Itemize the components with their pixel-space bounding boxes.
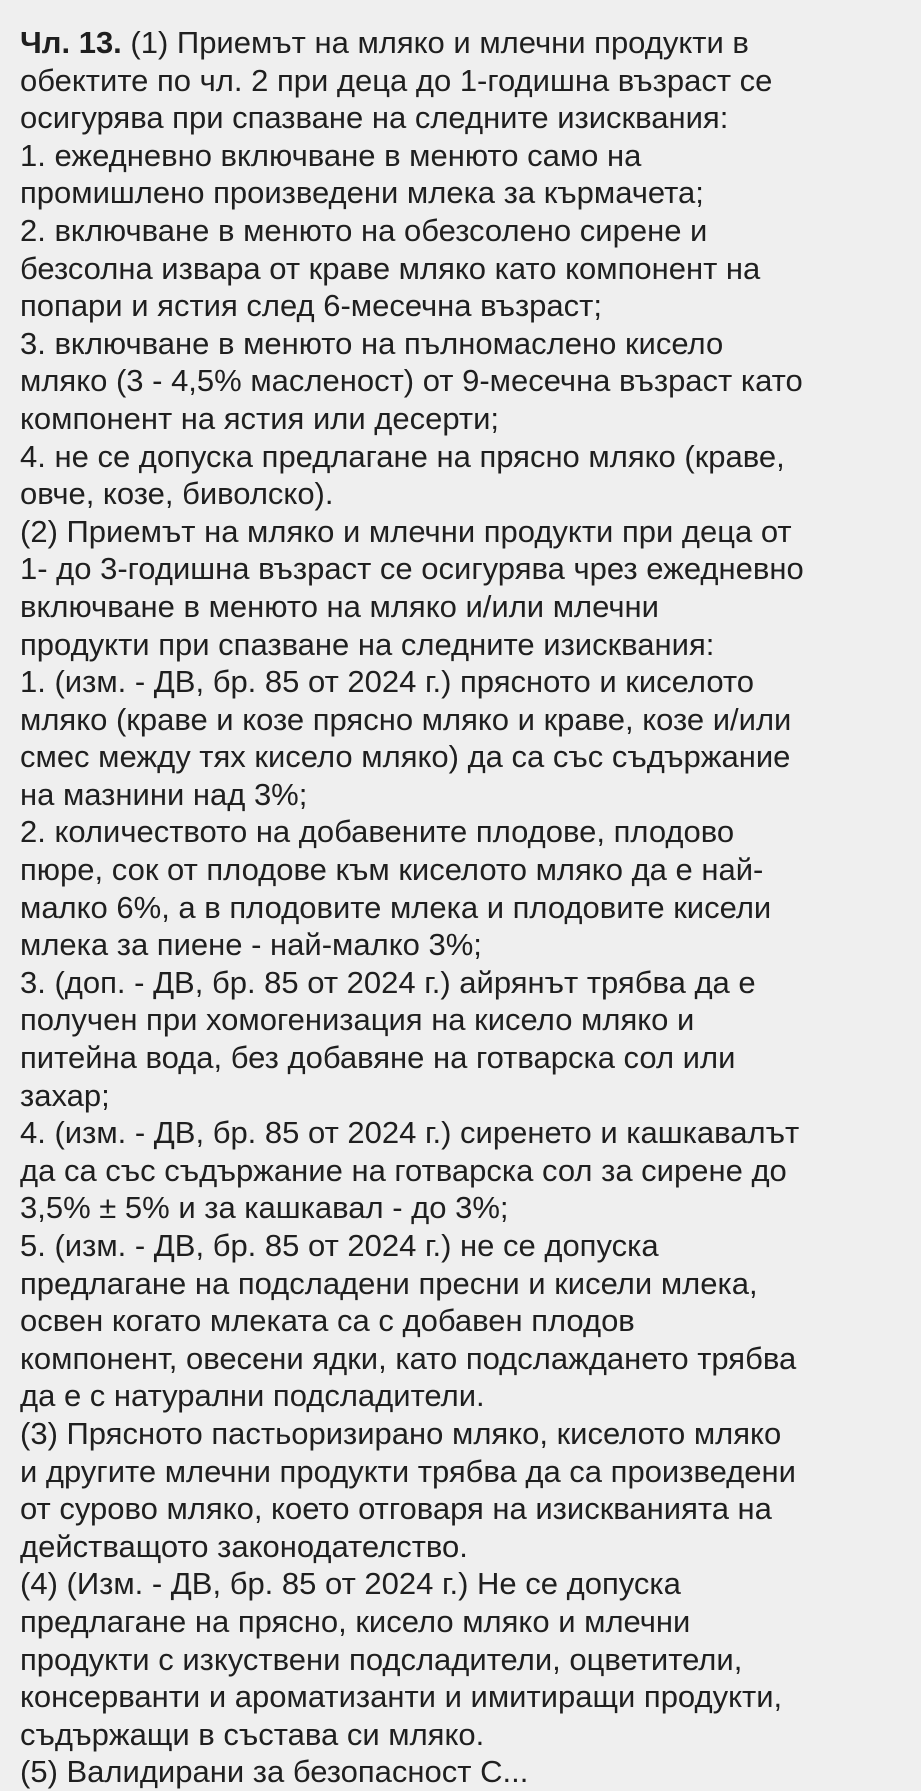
text-line: питейна вода, без добавяне на готварска сол или: [20, 1040, 736, 1076]
text-line: овче, козе, биволско).: [20, 476, 334, 512]
text-line: осигурява при спазване на следните изисквания:: [20, 100, 729, 136]
text-line: мляко (3 - 4,5% масленост) от 9-месечна възраст като: [20, 363, 803, 399]
text-line: (3) Прясното пастьоризирано мляко, киселото мляко: [20, 1415, 782, 1451]
article-text: [20, 24, 910, 1791]
text-line: консерванти и ароматизанти и имитиращи продукти,: [20, 1679, 783, 1715]
article-first-line: [20, 24, 910, 62]
text-line: 3,5% ± 5% и за кашкавал - до 3%;: [20, 1190, 509, 1226]
text-line: 3. (доп. - ДВ, бр. 85 от 2024 г.) айрянът трябва да е: [20, 964, 756, 1000]
text-line: освен когато млеката са с добавен плодов: [20, 1303, 635, 1339]
text-line: продукти при спазване на следните изисквания:: [20, 626, 715, 662]
text-line: смес между тях кисело мляко) да са със съдържание: [20, 739, 791, 775]
text-line: 4. не се допуска предлагане на прясно мляко (краве,: [20, 438, 785, 474]
text-line: на мазнини над 3%;: [20, 776, 308, 812]
text-line: съдържащи в състава си мляко.: [20, 1716, 485, 1752]
text-line: компонент на ястия или десерти;: [20, 400, 500, 436]
text-line: 1. ежедневно включване в менюто само на: [20, 137, 642, 173]
text-line: обектите по чл. 2 при деца до 1-годишна възраст се: [20, 62, 773, 98]
text-line-cut-off: (5) Валидирани за безопасност С...: [20, 1754, 529, 1790]
text-line: получен при хомогенизация на кисело мляко и: [20, 1002, 695, 1038]
text-line: (2) Приемът на мляко и млечни продукти при деца от: [20, 513, 792, 549]
text-line: предлагане на прясно, кисело мляко и млечни: [20, 1603, 691, 1639]
text-line: захар;: [20, 1077, 110, 1113]
article-first-line-text: (1) Приемът на мляко и млечни продукти в: [121, 25, 749, 60]
text-line: млека за пиене - най-малко 3%;: [20, 927, 482, 963]
text-line: малко 6%, а в плодовите млека и плодовите кисели: [20, 889, 772, 925]
text-line: (4) (Изм. - ДВ, бр. 85 от 2024 г.) Не се допуска: [20, 1566, 681, 1602]
text-line: да е с натурални подсладители.: [20, 1378, 485, 1414]
text-line: от сурово мляко, което отговаря на изискванията на: [20, 1491, 772, 1527]
text-line: безсолна извара от краве мляко като компонент на: [20, 250, 761, 286]
text-line: 2. количеството на добавените плодове, плодово: [20, 814, 735, 850]
text-line: 1- до 3-годишна възраст се осигурява чрез ежедневно: [20, 551, 804, 587]
text-line: 4. (изм. - ДВ, бр. 85 от 2024 г.) сиренето и кашкавалът: [20, 1115, 800, 1151]
text-line: попари и ястия след 6-месечна възраст;: [20, 288, 602, 324]
text-line: предлагане на подсладени пресни и кисели млека,: [20, 1265, 758, 1301]
text-line: продукти с изкуствени подсладители, оцветители,: [20, 1641, 743, 1677]
text-line: пюре, сок от плодове към киселото мляко да е най-: [20, 852, 764, 888]
text-line: включване в менюто на мляко и/или млечни: [20, 588, 659, 624]
text-line: 2. включване в менюто на обезсолено сирене и: [20, 212, 708, 248]
text-line: 5. (изм. - ДВ, бр. 85 от 2024 г.) не се допуска: [20, 1228, 659, 1263]
text-line: действащото законодателство.: [20, 1528, 468, 1564]
text-line: да са със съдържание на готварска сол за сирене до: [20, 1152, 787, 1188]
article-number: Чл. 13.: [20, 25, 122, 60]
text-line: промишлено произведени млека за кърмачета;: [20, 175, 704, 211]
text-line: и другите млечни продукти трябва да са произведени: [20, 1453, 796, 1489]
text-line: 3. включване в менюто на пълномаслено кисело: [20, 325, 724, 361]
text-line: 1. (изм. - ДВ, бр. 85 от 2024 г.) прясното и киселото: [20, 664, 754, 700]
text-line: мляко (краве и козе прясно мляко и краве, козе и/или: [20, 701, 792, 737]
text-line: компонент, овесени ядки, като подслаждането трябва: [20, 1340, 797, 1376]
